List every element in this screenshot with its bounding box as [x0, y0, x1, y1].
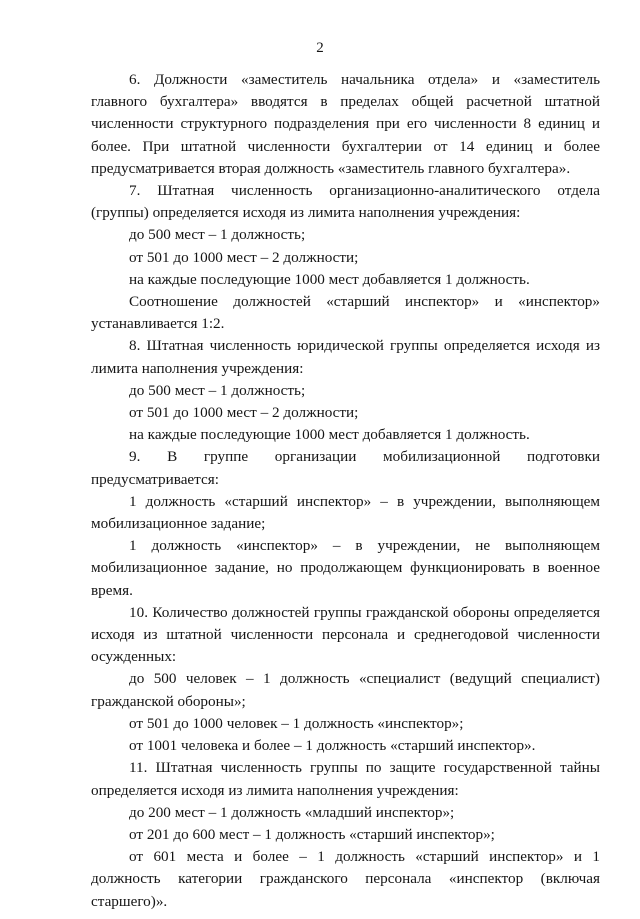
paragraph-9: 9. В группе организации мобилизационной подготовки предусматривается:: [91, 448, 600, 488]
paragraph-9-item-1: 1 должность «старший инспектор» – в учреждении, выполняющем мобилизационное задание;: [91, 492, 600, 533]
paragraph-10: 10. Количество должностей группы гражданской обороны определяется исходя из штатной численности персонала и среднегодовой численности осужденных:: [91, 603, 600, 666]
paragraph-7-item-3: на каждые последующие 1000 мест добавляется 1 должность.: [129, 270, 530, 288]
paragraph-10-item-2: от 501 до 1000 человек – 1 должность «инспектор»;: [129, 714, 464, 732]
paragraph-8-item-3: на каждые последующие 1000 мест добавляется 1 должность.: [129, 426, 530, 444]
paragraph-8: 8. Штатная численность юридической группы определяется исходя из лимита наполнения учреждения:: [91, 337, 600, 377]
paragraph-11-item-3: от 601 места и более – 1 должность «старший инспектор» и 1 должность категории гражданского персонала «инспектор (включая старшего)».: [91, 848, 600, 910]
paragraph-11: 11. Штатная численность группы по защите государственной тайны определяется исходя из лимита наполнения учреждения:: [91, 759, 600, 799]
paragraph-11-item-2: от 201 до 600 мест – 1 должность «старший инспектор»;: [129, 825, 495, 843]
paragraph-8-item-2: от 501 до 1000 мест – 2 должности;: [129, 404, 359, 422]
paragraph-6: 6. Должности «заместитель начальника отдела» и «заместитель главного бухгалтера» вводятся в пределах общей расчетной штатной численности структурного подразделения при его численности 8 единиц и более. При штатной численности бухгалтерии от 14 единиц и более предусматривается вторая должность «заместитель главного бухгалтера».: [91, 71, 600, 177]
paragraph-7-item-1: до 500 мест – 1 должность;: [129, 226, 306, 244]
page-number: 2: [316, 40, 324, 56]
paragraph-8-item-1: до 500 мест – 1 должность;: [129, 381, 306, 399]
paragraph-7: 7. Штатная численность организационно-аналитического отдела (группы) определяется исходя из лимита наполнения учреждения:: [91, 182, 600, 222]
paragraph-7-item-2: от 501 до 1000 мест – 2 должности;: [129, 248, 359, 266]
paragraph-11-item-1: до 200 мест – 1 должность «младший инспектор»;: [129, 803, 455, 821]
paragraph-9-item-2: 1 должность «инспектор» – в учреждении, не выполняющем мобилизационное задание, но продолжающем функционировать в военное время.: [91, 537, 600, 599]
document-body: [91, 69, 600, 913]
paragraph-10-item-1: до 500 человек – 1 должность «специалист (ведущий специалист) гражданской обороны»;: [91, 670, 600, 710]
paragraph-10-item-3: от 1001 человека и более – 1 должность «старший инспектор».: [129, 737, 536, 755]
paragraph-7-ratio: Соотношение должностей «старший инспектор» и «инспектор» устанавливается 1:2.: [91, 293, 600, 333]
